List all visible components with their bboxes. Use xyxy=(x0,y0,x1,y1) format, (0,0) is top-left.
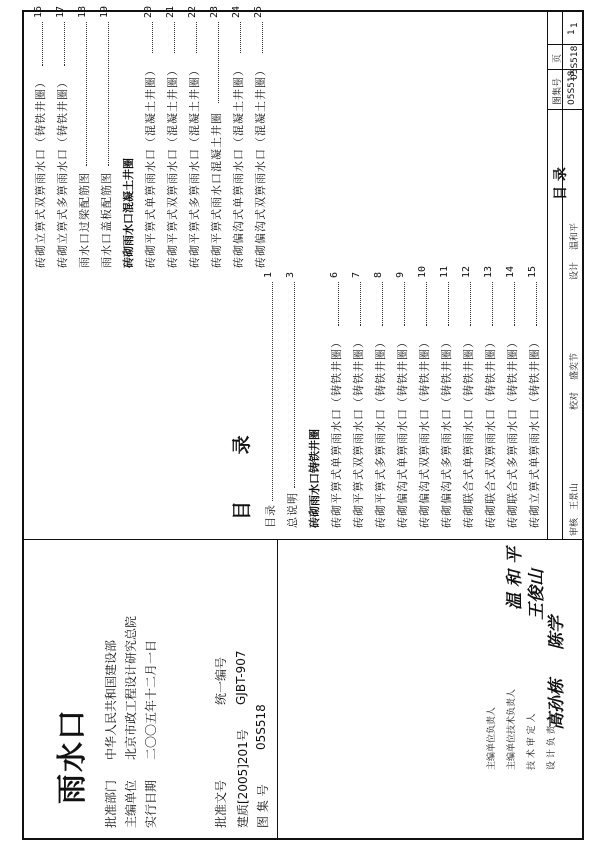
toc-page-number: 21 xyxy=(165,5,176,18)
toc-page-number: 10 xyxy=(417,265,428,278)
toc-item-label: 砖砌平箅式单箅雨水口（铸铁井圈） xyxy=(330,336,343,528)
approval-doc-label: 批准文号 xyxy=(214,779,228,828)
toc-leader-dots xyxy=(64,22,65,66)
signature-image: 温 和 平 xyxy=(505,547,525,610)
toc-item-label: 目录 xyxy=(264,504,277,528)
toc-leader-dots xyxy=(426,282,427,326)
toc-page-number: 13 xyxy=(483,265,494,278)
toc-leader-dots xyxy=(196,22,197,54)
toc-page-number: 9 xyxy=(395,271,406,278)
approval-code-label: 统一编号 xyxy=(214,656,228,705)
toc-page-number: 19 xyxy=(99,5,110,18)
toc-leader-dots xyxy=(404,282,405,326)
toc-page-number: 20 xyxy=(143,5,154,18)
toc-leader-dots xyxy=(492,282,493,326)
toc-page-number: 17 xyxy=(55,5,66,18)
toc-item-label: 砖砌立箅式单箅雨水口（铸铁井圈） xyxy=(528,336,541,528)
toc-page-number: 11 xyxy=(439,265,450,278)
toc-leader-dots xyxy=(338,282,339,326)
toc-page-number: 12 xyxy=(461,265,472,278)
toc-item-label: 砖砌联合式多箅雨水口（铸铁井圈） xyxy=(506,336,519,528)
divider-title xyxy=(277,540,278,840)
toc-page-number: 18 xyxy=(77,5,88,18)
toc-item-label: 砖砌偏沟式双箅雨水口（混凝土井圈） xyxy=(254,64,267,268)
tb-check-label: 校对 xyxy=(570,391,580,410)
toc-item-label: 雨水口盖板配筋图 xyxy=(100,172,113,268)
toc-leader-dots xyxy=(108,22,109,166)
toc-leader-dots xyxy=(86,22,87,166)
toc-item-label: 砖砌偏沟式多箅雨水口（铸铁井圈） xyxy=(440,336,453,528)
toc-leader-dots xyxy=(174,22,175,54)
toc-item-label: 砖砌平箅式多箅雨水口（铸铁井圈） xyxy=(374,336,387,528)
tb-heading: 目 录 xyxy=(553,167,569,200)
toc-page-number: 23 xyxy=(209,5,220,18)
toc-leader-dots xyxy=(42,22,43,66)
toc-leader-dots xyxy=(294,282,295,489)
toc-item-label: 砖砌平箅式雨水口混凝土井圈 xyxy=(210,112,223,268)
toc-leader-dots xyxy=(240,22,241,54)
toc-heading: 目 录 xyxy=(231,415,253,520)
toc-page-number: 1 xyxy=(263,271,274,278)
approval-org-label: 主编单位 xyxy=(124,779,138,828)
toc-page-number: 24 xyxy=(231,5,242,18)
titleblock-top-line xyxy=(547,10,548,540)
toc-leader-dots xyxy=(514,282,515,326)
approval-date-value: 二〇〇五年十二月一日 xyxy=(144,639,158,760)
tb-design-name: 温和平 xyxy=(570,222,580,250)
toc-page-number: 22 xyxy=(187,5,198,18)
tb-line xyxy=(547,109,584,110)
person-role: 主编单位负责人 xyxy=(487,706,497,770)
toc-leader-dots xyxy=(272,282,273,501)
toc-page-number: 25 xyxy=(253,5,264,18)
toc-leader-dots xyxy=(448,282,449,326)
person-role: 技 术 审 定 人 xyxy=(527,713,537,770)
toc-leader-dots xyxy=(536,282,537,326)
toc-page-number: 15 xyxy=(527,265,538,278)
approval-org-value: 北京市政工程设计研究总院 xyxy=(124,615,138,760)
toc-leader-dots xyxy=(218,22,219,104)
toc-item-label: 砖砌平箅式多箅雨水口（混凝土井圈） xyxy=(188,64,201,268)
tb-page-value: 1 xyxy=(567,29,577,35)
toc-item-label: 砖砌联合式单箅雨水口（铸铁井圈） xyxy=(462,336,475,528)
toc-item-label: 雨水口过梁配筋图 xyxy=(78,172,91,268)
toc-item-label: 砖砌联合式双箅雨水口（铸铁井圈） xyxy=(484,336,497,528)
toc-item-label: 砖砌立箅式双箅雨水口（铸铁井圈） xyxy=(34,76,47,268)
tb-design-label: 设计 xyxy=(570,261,580,280)
tb-atlas-value: 05S518 xyxy=(567,70,577,105)
document-title: 雨水口 xyxy=(55,708,90,804)
tb-review-label: 审核 xyxy=(570,517,580,536)
toc-section-title: 砖砌雨水口铸铁井圈 xyxy=(308,429,321,528)
tb-atlas-label: 图集号 xyxy=(553,77,563,105)
toc-page-number: 6 xyxy=(329,271,340,278)
tb-review-name: 王景山 xyxy=(570,482,580,510)
toc-page-number: 3 xyxy=(285,271,296,278)
approval-dept-label: 批准部门 xyxy=(104,779,118,828)
signature-image: 王俊山 xyxy=(527,569,547,620)
signature-image: 高孙栋 xyxy=(547,679,567,730)
toc-item-label: 砖砌平箅式单箅雨水口（混凝土井圈） xyxy=(144,64,157,268)
toc-page-number: 14 xyxy=(505,265,516,278)
approval-atlas-label: 图 集 号 xyxy=(256,784,270,828)
toc-item-label: 总说明 xyxy=(286,492,299,528)
approval-code-value: GJBT-907 xyxy=(234,650,248,705)
toc-item-label: 砖砌偏沟式单箅雨水口（混凝土井圈） xyxy=(232,64,245,268)
divider-main xyxy=(22,539,584,540)
approval-atlas-value: 05S518 xyxy=(254,704,268,750)
rotated-content xyxy=(22,5,584,840)
toc-section-title: 砖砌雨水口混凝土井圈 xyxy=(122,158,135,268)
toc-item-label: 砖砌立箅式多箅雨水口（铸铁井圈） xyxy=(56,76,69,268)
toc-leader-dots xyxy=(152,22,153,54)
side-page-label: 1 xyxy=(570,22,580,28)
toc-page-number: 16 xyxy=(33,5,44,18)
approval-doc-value: 建质[2005]201号 xyxy=(236,729,250,828)
tb-check-name: 盛奕节 xyxy=(570,352,580,380)
approval-date-label: 实行日期 xyxy=(144,779,158,828)
signature-image: 陈学 xyxy=(547,616,567,650)
toc-item-label: 砖砌偏沟式单箅雨水口（铸铁井圈） xyxy=(396,336,409,528)
toc-leader-dots xyxy=(470,282,471,326)
toc-item-label: 砖砌偏沟式双箅雨水口（铸铁井圈） xyxy=(418,336,431,528)
toc-item-label: 砖砌平箅式双箅雨水口（混凝土井圈） xyxy=(166,64,179,268)
approval-dept-value: 中华人民共和国建设部 xyxy=(104,639,118,760)
person-role: 主编单位技术负责人 xyxy=(507,688,517,770)
toc-leader-dots xyxy=(382,282,383,326)
toc-leader-dots xyxy=(262,22,263,54)
side-atlas-label: 05S518 xyxy=(570,45,580,80)
toc-page-number: 8 xyxy=(373,271,384,278)
person-role: 设 计 负 责 人 xyxy=(547,713,557,770)
toc-leader-dots xyxy=(360,282,361,326)
toc-item-label: 砖砌平箅式双箅雨水口（铸铁井圈） xyxy=(352,336,365,528)
tb-page-label: 页 xyxy=(553,53,563,63)
toc-page-number: 7 xyxy=(351,271,362,278)
